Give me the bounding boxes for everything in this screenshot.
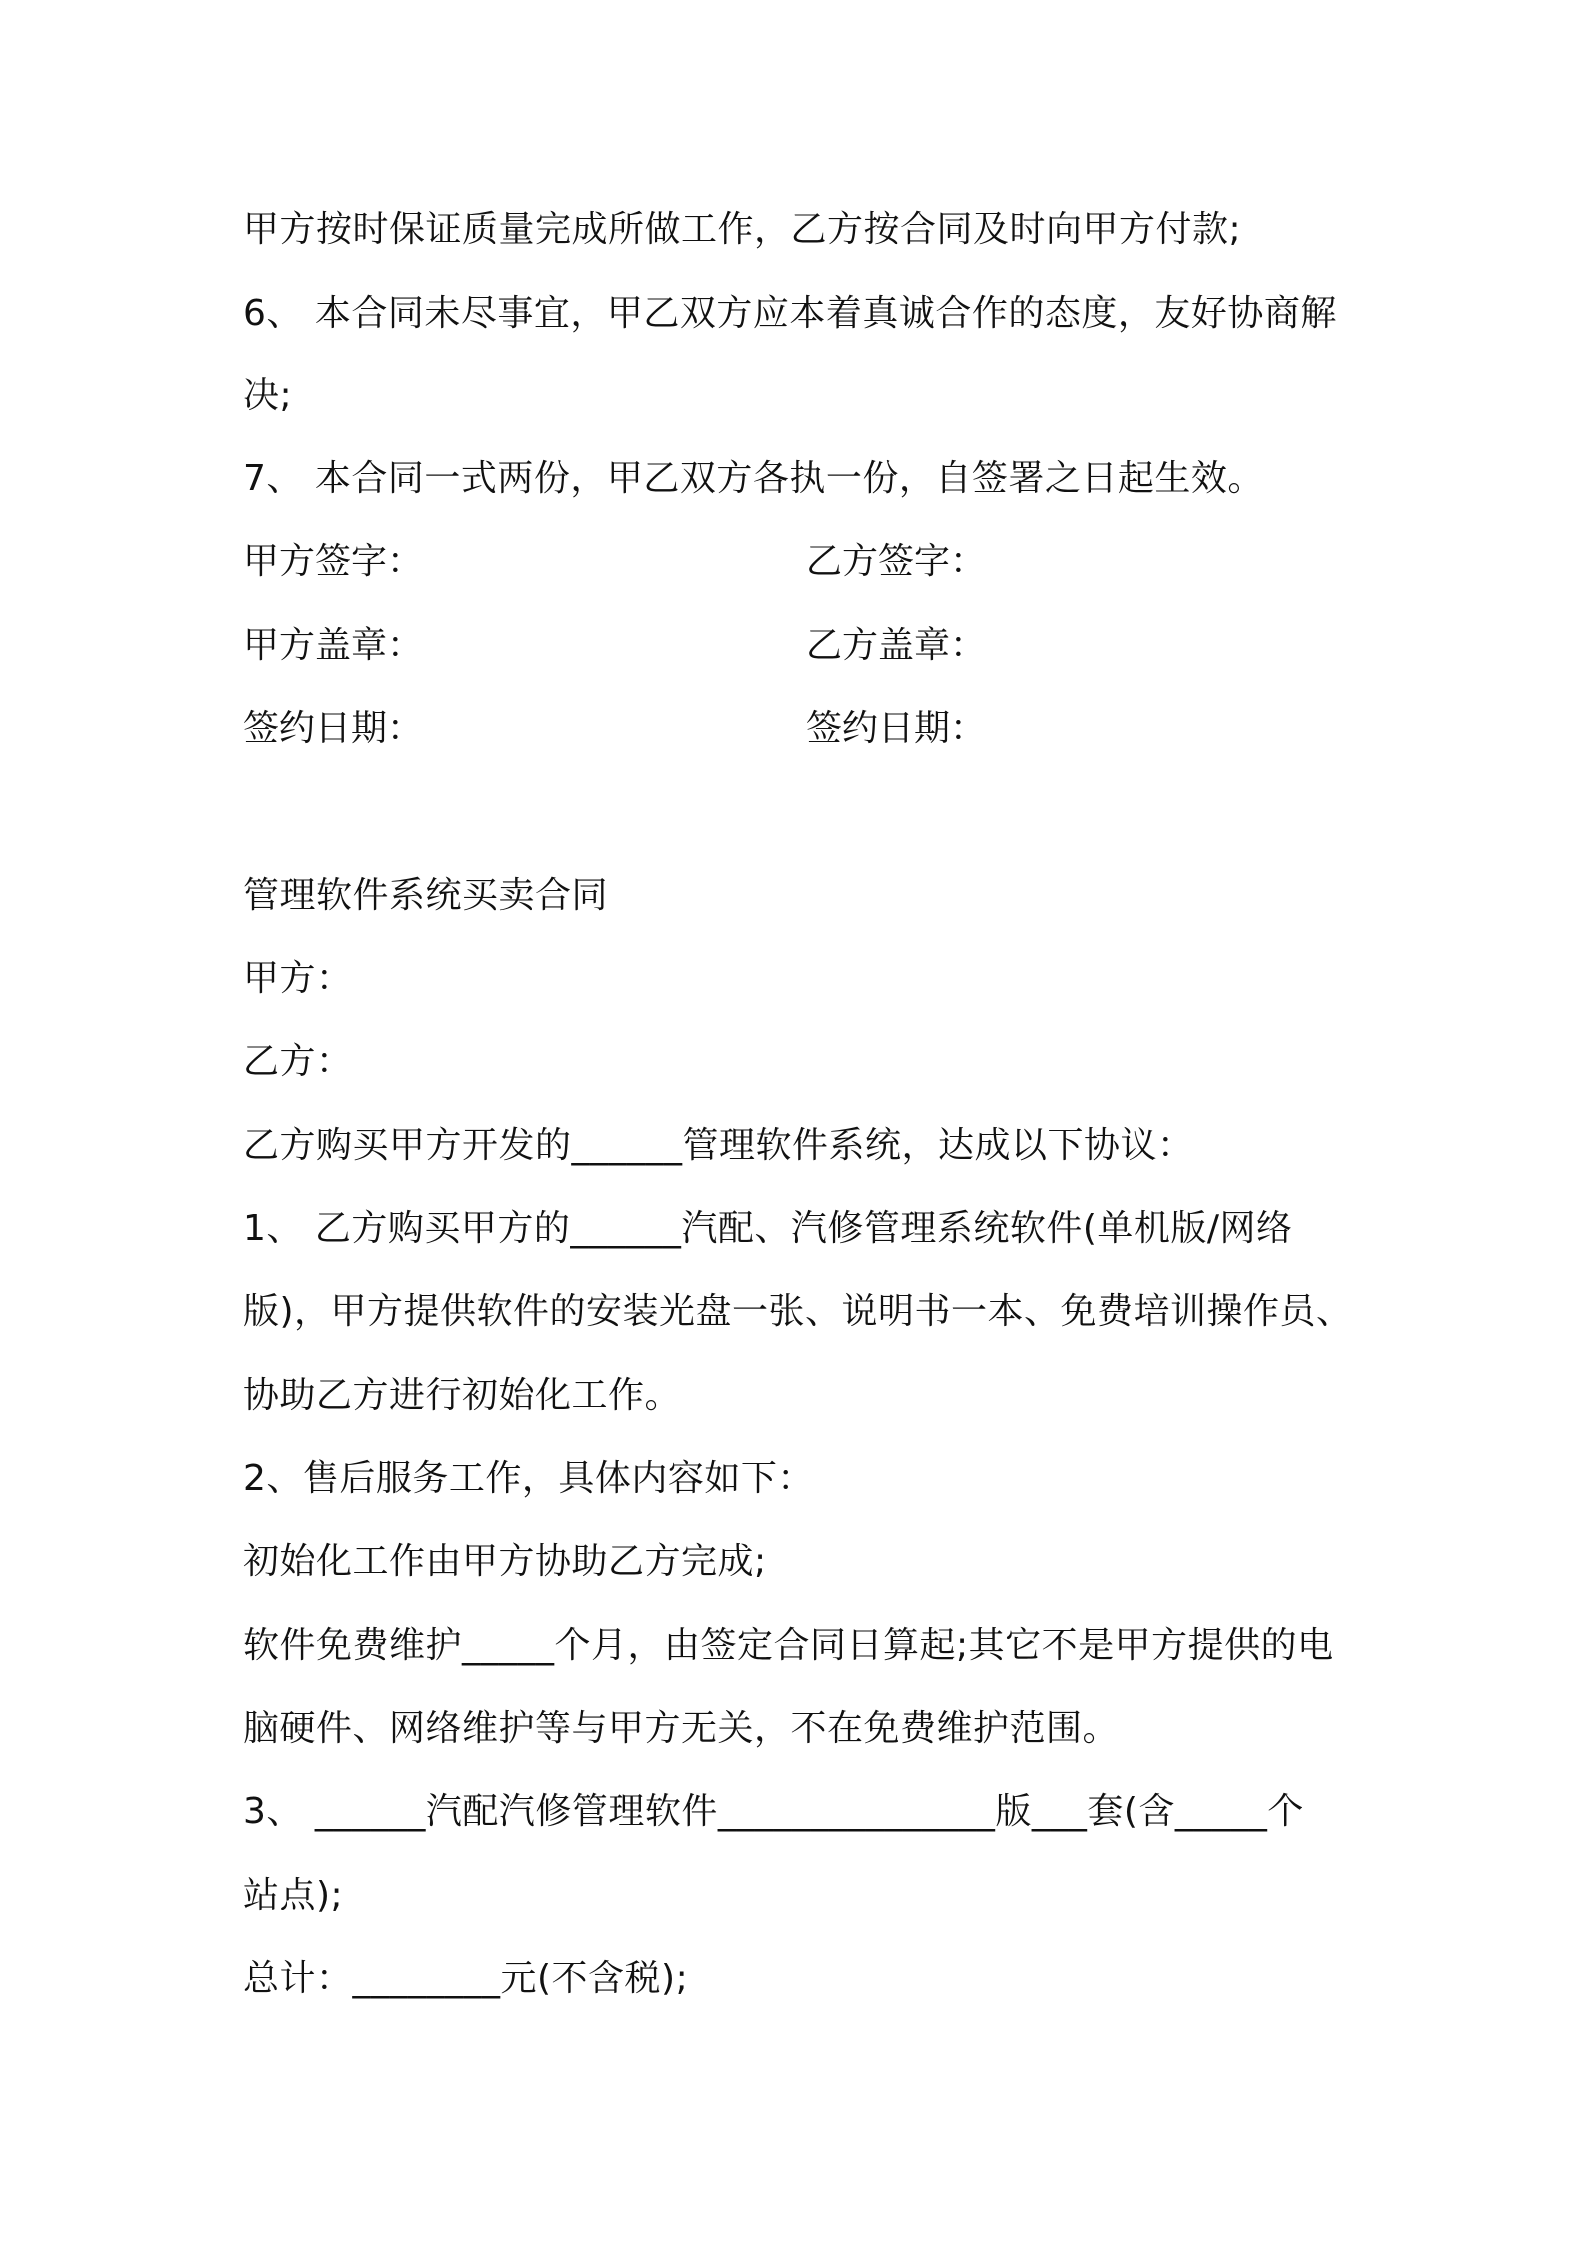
clause-1-line-1: 1、 乙方购买甲方的______汽配、汽修管理系统软件(单机版/网络 (243, 1208, 1293, 1249)
clause-2: 2、售后服务工作，具体内容如下： (243, 1458, 814, 1499)
contract-title: 管理软件系统买卖合同 (243, 875, 609, 916)
party-a-seal-label: 甲方盖章： (243, 625, 424, 666)
clause-1-line-3: 协助乙方进行初始化工作。 (243, 1375, 682, 1416)
party-a-label: 甲方： (243, 958, 353, 999)
clause-3-line-1: 3、 ______汽配汽修管理软件_______________版___套(含_____个 (243, 1791, 1304, 1832)
clause-2-maintenance-line-2: 脑硬件、网络维护等与甲方无关，不在免费维护范围。 (243, 1708, 1120, 1749)
paragraph-payment-terms: 甲方按时保证质量完成所做工作，乙方按合同及时向甲方付款; (243, 209, 1242, 250)
party-a-date-label: 签约日期： (243, 708, 424, 749)
party-b-seal-label: 乙方盖章： (806, 625, 987, 666)
total-amount: 总计：________元(不含税); (243, 1958, 689, 1999)
date-row (243, 705, 1343, 753)
clause-6-line-1: 6、 本合同未尽事宜，甲乙双方应本着真诚合作的态度，友好协商解 (243, 293, 1337, 334)
party-b-date-label: 签约日期： (806, 708, 987, 749)
clause-3-line-2: 站点); (243, 1875, 344, 1916)
clause-2-initialization: 初始化工作由甲方协助乙方完成; (243, 1541, 767, 1582)
party-b-label: 乙方： (243, 1041, 353, 1082)
contract-intro: 乙方购买甲方开发的______管理软件系统，达成以下协议： (243, 1125, 1194, 1166)
clause-1-line-2: 版)，甲方提供软件的安装光盘一张、说明书一本、免费培训操作员、 (243, 1291, 1353, 1332)
seal-row (243, 622, 1343, 670)
clause-6-line-2: 决; (243, 375, 293, 416)
clause-7: 7、 本合同一式两份，甲乙双方各执一份，自签署之日起生效。 (243, 458, 1264, 499)
signature-row (243, 538, 1343, 586)
party-a-signature-label: 甲方签字： (243, 541, 424, 582)
clause-2-maintenance-line-1: 软件免费维护_____个月，由签定合同日算起;其它不是甲方提供的电 (243, 1625, 1334, 1666)
party-b-signature-label: 乙方签字： (806, 541, 987, 582)
